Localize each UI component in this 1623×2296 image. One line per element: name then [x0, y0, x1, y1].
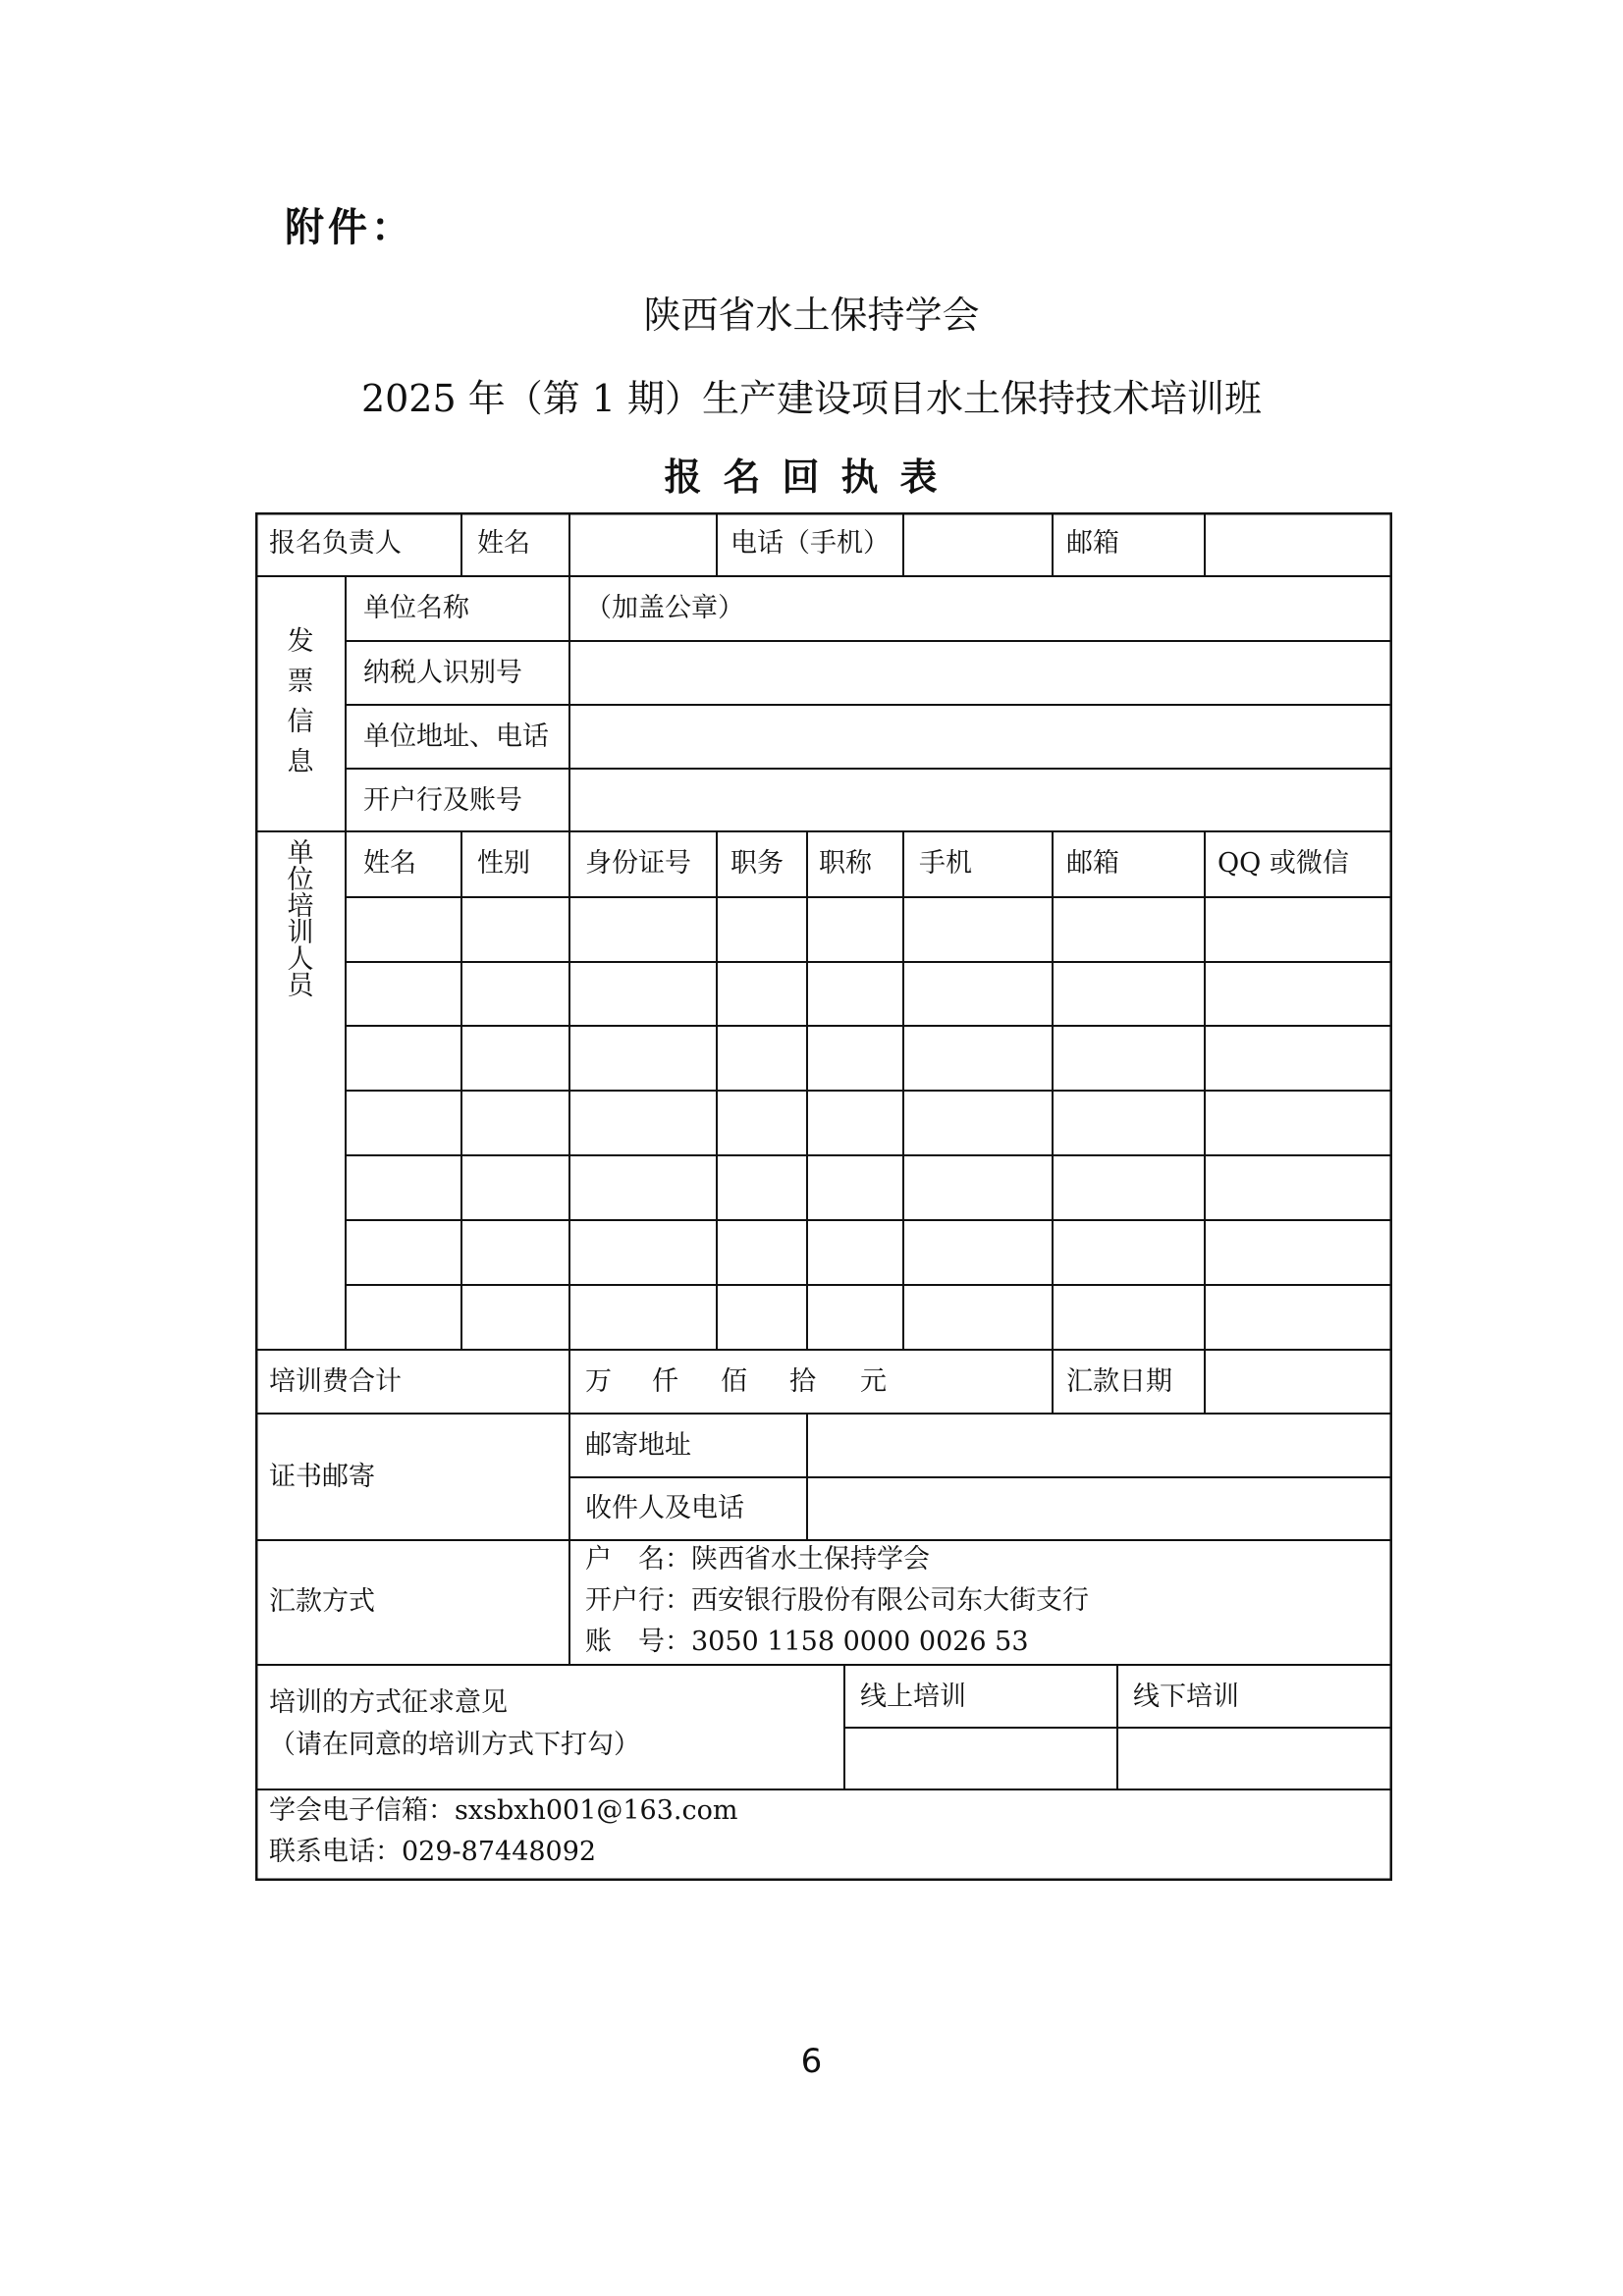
- opinion-instruction: （请在同意的培训方式下打勾）: [269, 1730, 640, 1760]
- course-title: 2025 年（第 1 期）生产建设项目水土保持技术培训班: [360, 377, 1263, 420]
- phone-label: 电话（手机）: [730, 528, 890, 559]
- opinion-label: 培训的方式征求意见: [269, 1687, 508, 1718]
- seal-note: （加盖公章）: [585, 593, 744, 623]
- registration-form: [255, 512, 1392, 1881]
- taxpayer-id-label: 纳税人识别号: [363, 658, 522, 688]
- trainee-header-position: 职务: [730, 848, 784, 879]
- fee-unit-bai: 佰: [721, 1366, 747, 1397]
- remittance-label: 汇款方式: [269, 1586, 375, 1617]
- trainee-header-id: 身份证号: [585, 848, 691, 879]
- mail-address-label: 邮寄地址: [585, 1430, 691, 1461]
- recipient-label: 收件人及电话: [585, 1493, 744, 1523]
- trainee-header-mobile: 手机: [919, 848, 972, 879]
- remit-date-label: 汇款日期: [1066, 1366, 1172, 1397]
- trainee-header-qq-wechat: QQ 或微信: [1217, 848, 1349, 879]
- account-number: 账 号：3050 1158 0000 0026 53: [585, 1627, 1029, 1657]
- bank-account-label: 开户行及账号: [363, 785, 522, 816]
- fee-unit-qian: 仟: [652, 1366, 678, 1397]
- trainees-label: 单 位 培 训 人 员: [287, 838, 314, 1001]
- fee-unit-shi: 拾: [789, 1366, 816, 1397]
- fee-unit-yuan: 元: [860, 1366, 887, 1397]
- email-label: 邮箱: [1066, 528, 1119, 559]
- name-label: 姓名: [477, 528, 530, 559]
- offline-training-label: 线下培训: [1133, 1682, 1239, 1712]
- address-phone-label: 单位地址、电话: [363, 721, 549, 752]
- trainee-header-email: 邮箱: [1066, 848, 1119, 879]
- responsible-label: 报名负责人: [269, 528, 402, 559]
- fee-total-label: 培训费合计: [269, 1366, 402, 1397]
- online-training-label: 线上培训: [860, 1682, 966, 1712]
- bank-name: 开户行：西安银行股份有限公司东大街支行: [585, 1585, 1089, 1616]
- certificate-mail-label: 证书邮寄: [269, 1462, 375, 1492]
- unit-name-label: 单位名称: [363, 593, 469, 623]
- form-grid: [255, 512, 1392, 1881]
- trainee-header-name: 姓名: [363, 848, 416, 879]
- attachment-label: 附件：: [285, 204, 414, 250]
- trainee-header-title: 职称: [819, 848, 872, 879]
- fee-unit-wan: 万: [585, 1366, 612, 1397]
- invoice-info-label: 发 票 信 息: [287, 626, 314, 777]
- page-number: 6: [800, 2042, 823, 2081]
- contact-phone: 联系电话：029-87448092: [269, 1837, 597, 1867]
- form-title: 报名回执表: [664, 454, 959, 499]
- trainee-header-gender: 性别: [477, 848, 530, 879]
- account-name: 户 名：陕西省水土保持学会: [585, 1544, 930, 1575]
- contact-email: 学会电子信箱：sxsbxh001@163.com: [269, 1795, 738, 1826]
- organization-title: 陕西省水土保持学会: [643, 294, 980, 337]
